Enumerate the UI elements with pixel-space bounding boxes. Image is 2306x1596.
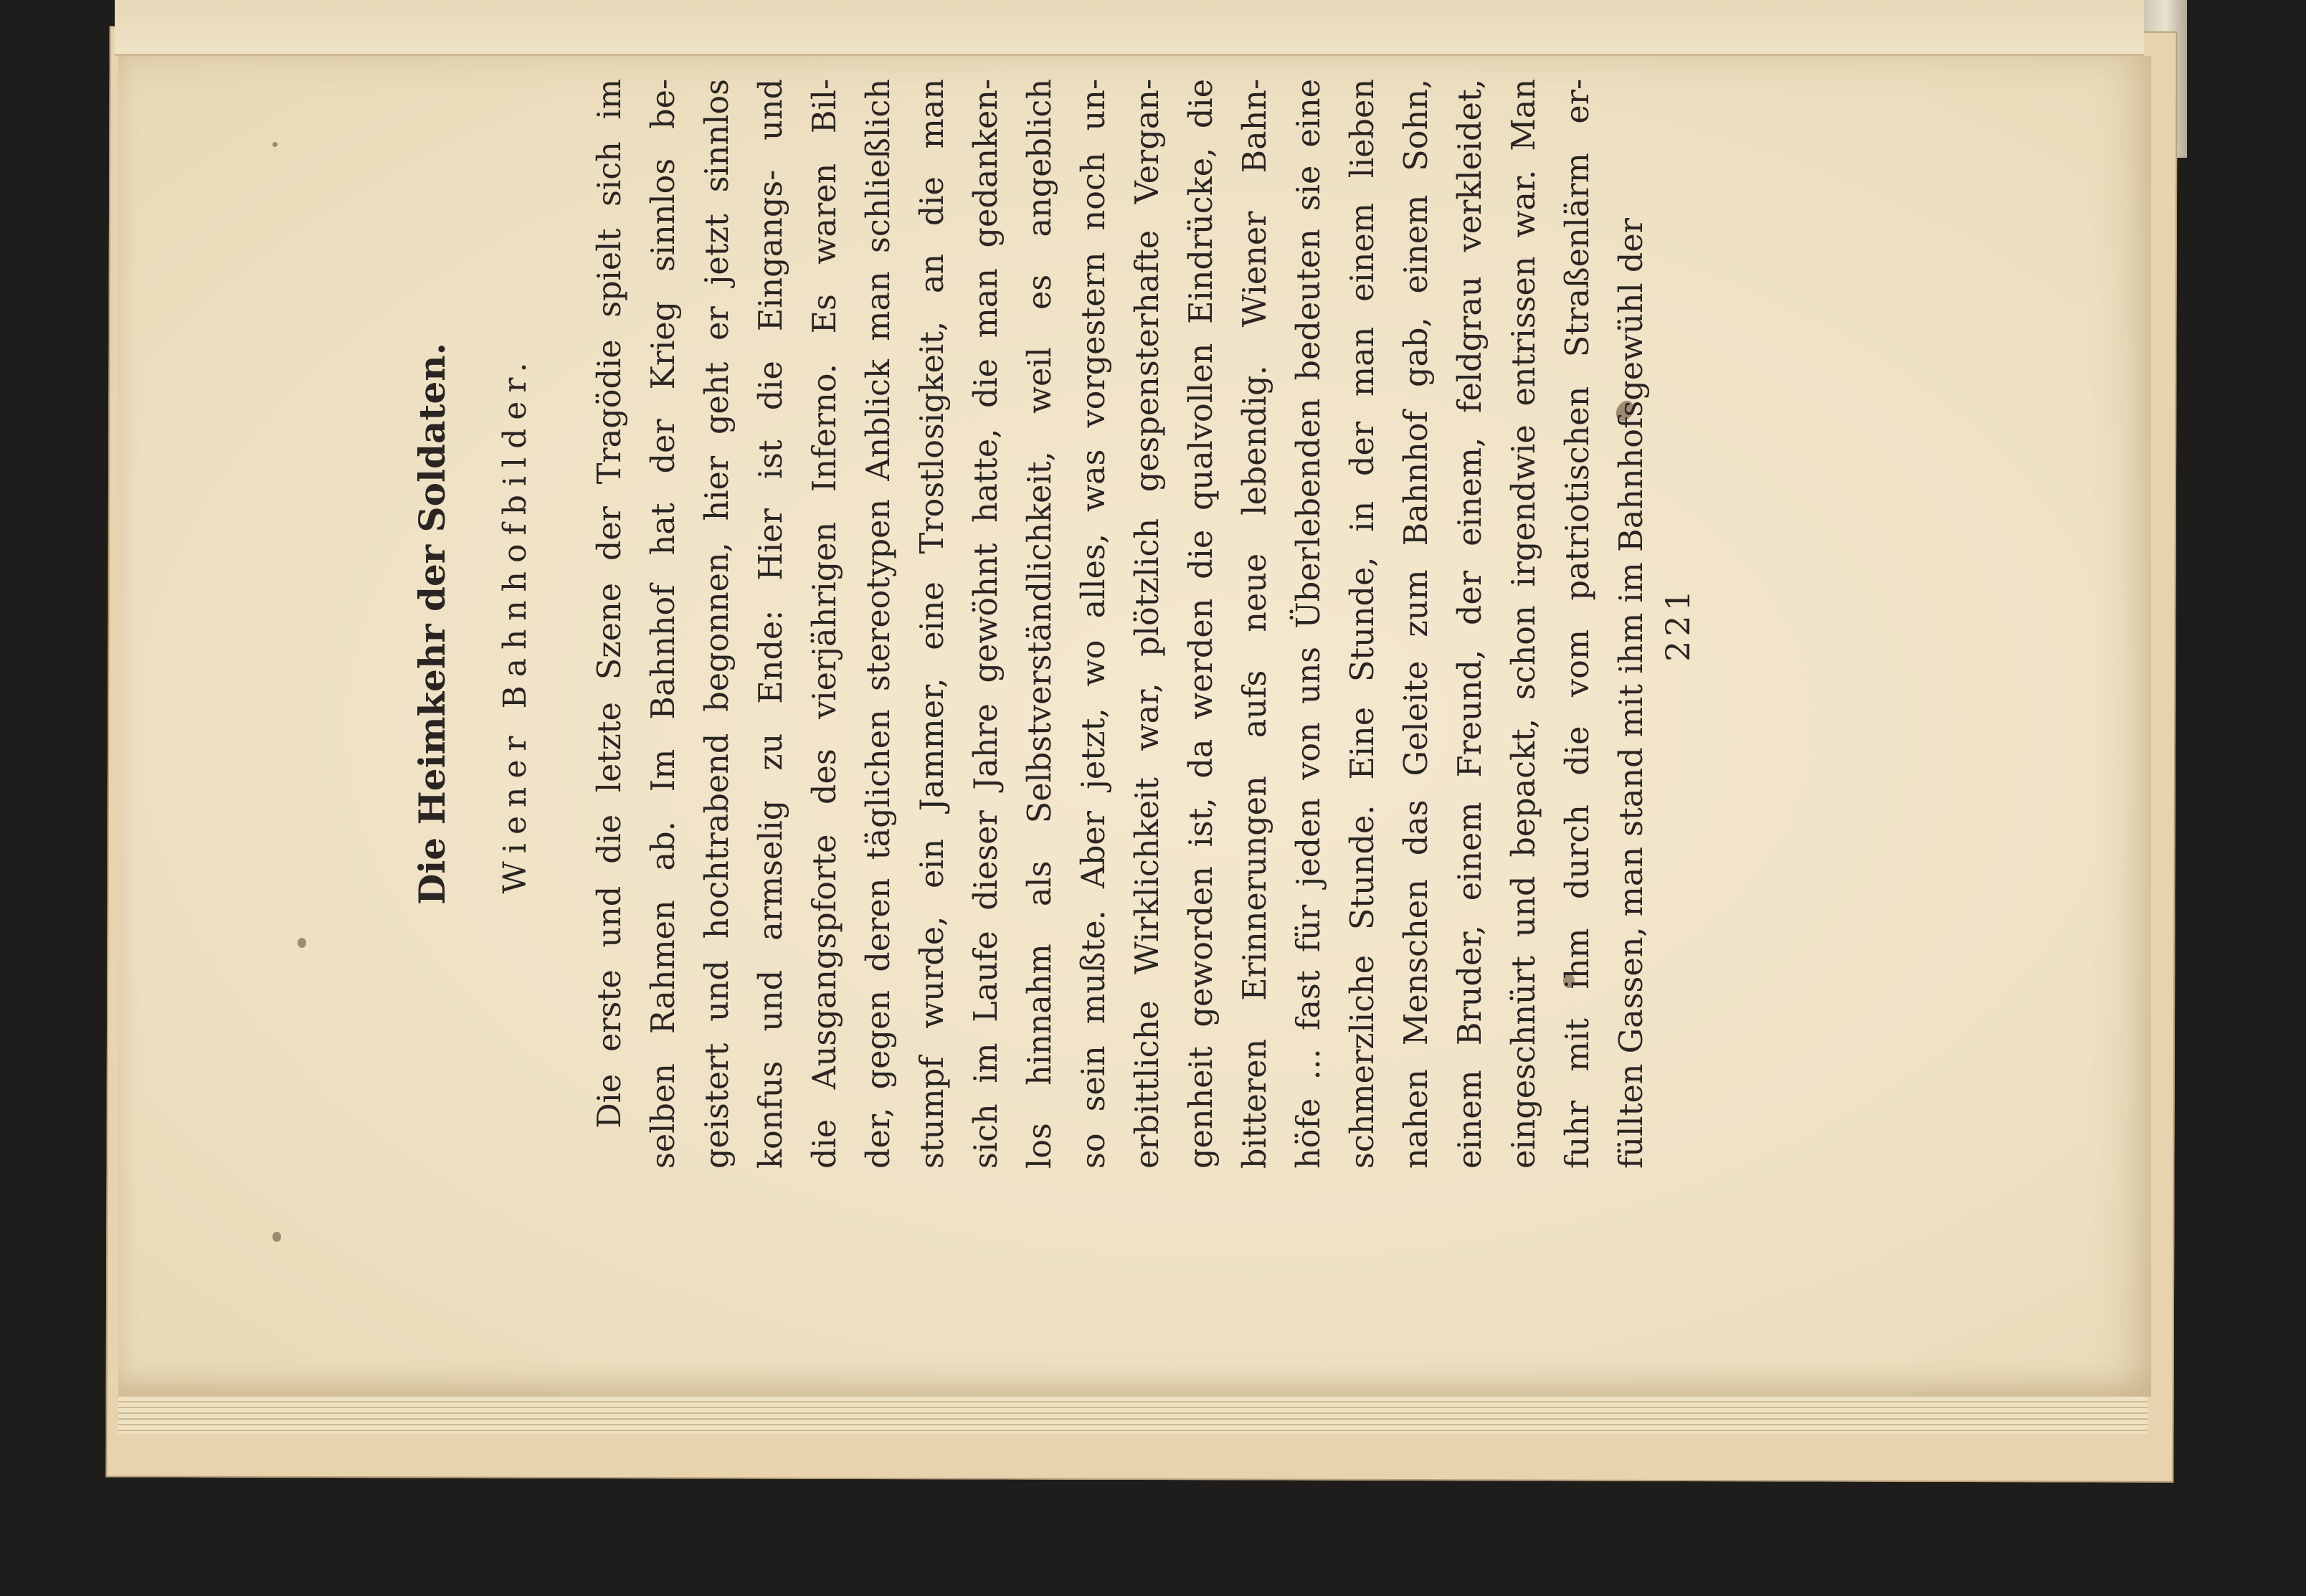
body-paragraph — [583, 79, 1659, 1169]
text-line: sich im Laufe dieser Jahre gewöhnt hatte, die man gedanken- — [968, 79, 1005, 1169]
text-line: nahen Menschen das Geleite zum Bahnhof gab, einem Sohn, — [1398, 79, 1435, 1169]
page-speck — [298, 938, 306, 948]
text-line: eingeschnürt und bepackt, schon irgendwie entrissen war. Man — [1506, 79, 1542, 1169]
text-line: so sein mußte. Aber jetzt, wo alles, was vorgestern noch un- — [1076, 79, 1112, 1169]
text-line: genheit geworden ist, da werden die qualvollen Eindrücke, die — [1183, 79, 1220, 1169]
text-line: Die erste und die letzte Szene der Tragödie spielt sich im — [592, 79, 628, 1129]
text-line: los hinnahm als Selbstverständlichkeit, weil es angeblich — [1022, 79, 1058, 1169]
page-speck — [272, 1232, 281, 1242]
text-line: schmerzliche Stunde. Eine Stunde, in der man einem lieben — [1344, 79, 1381, 1169]
text-line: konfus und armselig zu Ende: Hier ist die Eingangs- und — [753, 79, 789, 1169]
section-subheading: Wiener Bahnhofbilder. — [497, 353, 533, 894]
rotated-text-block — [411, 79, 1845, 1169]
text-line: einem Bruder, einem Freund, der einem, feldgrau verkleidet, — [1452, 79, 1489, 1169]
text-line: fuhr mit ihm durch die vom patriotischen Straßenlärm er- — [1560, 79, 1596, 1169]
text-line: bitteren Erinnerungen aufs neue lebendig. Wiener Bahn- — [1237, 79, 1273, 1169]
text-line: höfe … fast für jeden von uns Überlebenden bedeuten sie eine — [1291, 79, 1327, 1169]
book-page — [118, 56, 2151, 1397]
text-line: stumpf wurde, ein Jammer, eine Trostlosigkeit, an die man — [914, 79, 951, 1169]
text-line: die Ausgangspforte des vierjährigen Inferno. Es waren Bil- — [807, 79, 843, 1169]
facing-page-edge — [115, 0, 2144, 56]
chapter-heading: Die Heimkehr der Soldaten. — [411, 342, 453, 906]
page-stack-edges — [118, 1391, 2148, 1434]
text-line: erbittliche Wirklichkeit war, plötzlich gespensterhafte Vergan- — [1129, 79, 1166, 1169]
page-speck — [272, 142, 277, 147]
page-number: 221 — [1659, 586, 1697, 662]
text-line: der, gegen deren täglichen stereotypen Anblick man schließlich — [860, 79, 897, 1169]
text-line: füllten Gassen, man stand mit ihm im Bahnhofsgewühl der — [1613, 217, 1650, 1169]
text-line: selben Rahmen ab. Im Bahnhof hat der Krieg sinnlos be- — [645, 79, 682, 1169]
text-line: geistert und hochtrabend begonnen, hier geht er jetzt sinnlos — [699, 79, 736, 1169]
